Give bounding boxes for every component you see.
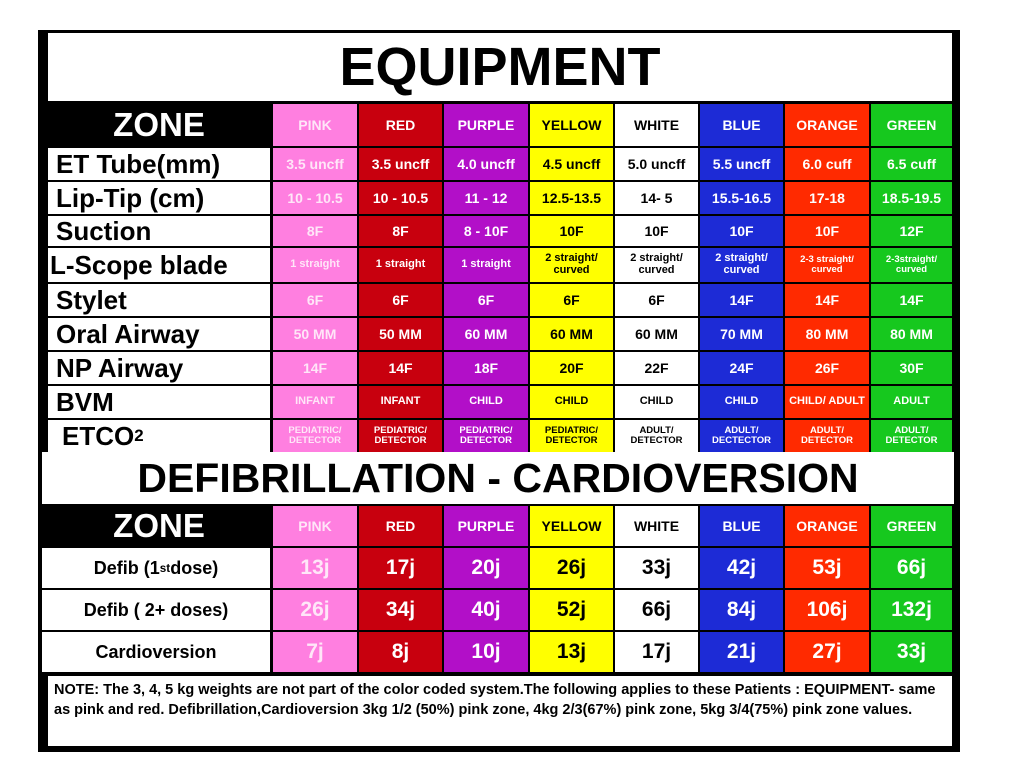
equipment-cell: 70 MM xyxy=(700,318,783,350)
equipment-cell: 6.5 cuff xyxy=(871,148,952,180)
equipment-cell: 20F xyxy=(530,352,613,384)
defib-cell: 26j xyxy=(530,548,613,588)
equipment-cell: 3.5 uncff xyxy=(359,148,442,180)
equipment-row-label: Lip-Tip (cm) xyxy=(48,182,270,214)
equipment-cell: 1 straight xyxy=(273,248,357,282)
equipment-cell: ADULT/ DECTECTOR xyxy=(700,420,783,452)
equipment-cell: INFANT xyxy=(359,386,442,418)
defib-cell: 33j xyxy=(615,548,698,588)
defib-zone-header: GREEN xyxy=(871,506,952,546)
defib-zone-header: BLUE xyxy=(700,506,783,546)
equipment-cell: PEDIATRIC/ DETECTOR xyxy=(273,420,357,452)
defib-zone-header: ORANGE xyxy=(785,506,869,546)
equipment-row-label: ET Tube(mm) xyxy=(48,148,270,180)
equipment-cell: 6F xyxy=(273,284,357,316)
equipment-zone-header: WHITE xyxy=(615,104,698,146)
equipment-cell: 10F xyxy=(530,216,613,246)
defib-zone-header: PURPLE xyxy=(444,506,528,546)
equipment-cell: 10F xyxy=(700,216,783,246)
equipment-cell: ADULT/ DETECTOR xyxy=(871,420,952,452)
equipment-cell: 10F xyxy=(615,216,698,246)
equipment-cell: ADULT xyxy=(871,386,952,418)
defib-cell: 53j xyxy=(785,548,869,588)
equipment-cell: 2-3straight/ curved xyxy=(871,248,952,282)
defib-cell: 84j xyxy=(700,590,783,630)
equipment-cell: 14F xyxy=(359,352,442,384)
defib-label-superscript: st xyxy=(159,561,171,575)
defib-cell: 34j xyxy=(359,590,442,630)
defib-cell: 8j xyxy=(359,632,442,672)
defib-label-part: dose) xyxy=(170,557,219,578)
equipment-zone-header: RED xyxy=(359,104,442,146)
equipment-cell: 15.5-16.5 xyxy=(700,182,783,214)
etco-subscript: 2 xyxy=(134,426,144,445)
equipment-cell: ADULT/ DETECTOR xyxy=(785,420,869,452)
equipment-title: EQUIPMENT xyxy=(48,33,952,101)
equipment-cell: 12.5-13.5 xyxy=(530,182,613,214)
defib-cell: 20j xyxy=(444,548,528,588)
defib-cell: 13j xyxy=(530,632,613,672)
equipment-cell: 18F xyxy=(444,352,528,384)
equipment-cell: ADULT/ DETECTOR xyxy=(615,420,698,452)
equipment-cell: 12F xyxy=(871,216,952,246)
equipment-cell: CHILD/ ADULT xyxy=(785,386,869,418)
equipment-cell: 60 MM xyxy=(444,318,528,350)
equipment-cell: 2 straight/ curved xyxy=(615,248,698,282)
defib-zone-label: ZONE xyxy=(113,507,205,544)
equipment-cell: 5.0 uncff xyxy=(615,148,698,180)
defib-cell: 7j xyxy=(273,632,357,672)
defib-cell: 17j xyxy=(615,632,698,672)
equipment-cell: PEDIATRIC/ DETECTOR xyxy=(530,420,613,452)
equipment-zone-header: PINK xyxy=(273,104,357,146)
equipment-cell: 22F xyxy=(615,352,698,384)
defib-title: DEFIBRILLATION - CARDIOVERSION xyxy=(42,452,954,504)
equipment-cell: 4.5 uncff xyxy=(530,148,613,180)
defib-cell: 52j xyxy=(530,590,613,630)
equipment-cell: 24F xyxy=(700,352,783,384)
defib-cell: 26j xyxy=(273,590,357,630)
equipment-cell: 6F xyxy=(359,284,442,316)
equipment-row-label: Oral Airway xyxy=(48,318,270,350)
equipment-cell: 30F xyxy=(871,352,952,384)
equipment-row-label: L-Scope blade xyxy=(48,248,270,282)
equipment-cell: 6.0 cuff xyxy=(785,148,869,180)
equipment-cell: INFANT xyxy=(273,386,357,418)
equipment-cell: 26F xyxy=(785,352,869,384)
equipment-cell: 8 - 10F xyxy=(444,216,528,246)
equipment-cell: 5.5 uncff xyxy=(700,148,783,180)
equipment-cell: 80 MM xyxy=(785,318,869,350)
equipment-cell: 2 straight/ curved xyxy=(700,248,783,282)
defib-row-label xyxy=(42,548,270,588)
equipment-cell: PEDIATRIC/ DETECTOR xyxy=(444,420,528,452)
equipment-zone-header: GREEN xyxy=(871,104,952,146)
equipment-row-label: Suction xyxy=(48,216,270,246)
equipment-cell: 18.5-19.5 xyxy=(871,182,952,214)
equipment-zone-header: YELLOW xyxy=(530,104,613,146)
equipment-zone-header: ORANGE xyxy=(785,104,869,146)
defib-label-part: Defib (1 xyxy=(93,557,160,578)
defib-row-label: Cardioversion xyxy=(42,632,270,672)
equipment-cell: 11 - 12 xyxy=(444,182,528,214)
equipment-cell: 80 MM xyxy=(871,318,952,350)
equipment-cell: 14F xyxy=(871,284,952,316)
defib-cell: 66j xyxy=(871,548,952,588)
etco-label-text: ETCO xyxy=(62,420,135,451)
equipment-zone-header: BLUE xyxy=(700,104,783,146)
equipment-cell: 50 MM xyxy=(273,318,357,350)
defib-cell: 10j xyxy=(444,632,528,672)
defib-cell: 40j xyxy=(444,590,528,630)
equipment-cell: 8F xyxy=(359,216,442,246)
defib-cell: 13j xyxy=(273,548,357,588)
equipment-cell: CHILD xyxy=(615,386,698,418)
equipment-cell: 3.5 uncff xyxy=(273,148,357,180)
equipment-cell: CHILD xyxy=(444,386,528,418)
equipment-zone-header: PURPLE xyxy=(444,104,528,146)
equipment-cell: 4.0 uncff xyxy=(444,148,528,180)
equipment-row-label: BVM xyxy=(48,386,270,418)
defib-row-label: Defib ( 2+ doses) xyxy=(42,590,270,630)
equipment-cell: 50 MM xyxy=(359,318,442,350)
note-text: NOTE: The 3, 4, 5 kg weights are not part of the color coded system.The following applies to these Patients : EQUIPMENT- same as pink and red. Defibrillation,Cardioversion 3kg 1/2 (50%) pink zone, 4kg 2/3(67%) pink zone, 5kg 3/4(75%) pink zone values. xyxy=(48,676,952,746)
defib-zone-header: WHITE xyxy=(615,506,698,546)
equipment-cell: 17-18 xyxy=(785,182,869,214)
equipment-cell: 14F xyxy=(700,284,783,316)
equipment-cell: 14F xyxy=(273,352,357,384)
defib-cell: 42j xyxy=(700,548,783,588)
equipment-cell: 14- 5 xyxy=(615,182,698,214)
equipment-zone-label: ZONE xyxy=(113,106,205,143)
defib-cell: 33j xyxy=(871,632,952,672)
defib-cell: 21j xyxy=(700,632,783,672)
equipment-cell: CHILD xyxy=(700,386,783,418)
defib-zone-header: YELLOW xyxy=(530,506,613,546)
equipment-cell: 14F xyxy=(785,284,869,316)
equipment-cell: PEDIATRIC/ DETECTOR xyxy=(359,420,442,452)
equipment-cell: CHILD xyxy=(530,386,613,418)
defib-zone-header: RED xyxy=(359,506,442,546)
equipment-cell: 6F xyxy=(530,284,613,316)
equipment-cell: 10 - 10.5 xyxy=(359,182,442,214)
defib-zone-header: PINK xyxy=(273,506,357,546)
defib-cell: 132j xyxy=(871,590,952,630)
equipment-cell: 1 straight xyxy=(444,248,528,282)
equipment-cell: 10F xyxy=(785,216,869,246)
equipment-cell: 2-3 straight/ curved xyxy=(785,248,869,282)
equipment-cell: 60 MM xyxy=(615,318,698,350)
equipment-cell: 1 straight xyxy=(359,248,442,282)
equipment-row-label xyxy=(48,420,270,452)
equipment-row-label: Stylet xyxy=(48,284,270,316)
equipment-cell: 8F xyxy=(273,216,357,246)
defib-cell: 27j xyxy=(785,632,869,672)
defib-cell: 17j xyxy=(359,548,442,588)
defib-cell: 106j xyxy=(785,590,869,630)
defib-cell: 66j xyxy=(615,590,698,630)
equipment-cell: 60 MM xyxy=(530,318,613,350)
equipment-cell: 6F xyxy=(444,284,528,316)
equipment-cell: 6F xyxy=(615,284,698,316)
equipment-row-label: NP Airway xyxy=(48,352,270,384)
equipment-cell: 10 - 10.5 xyxy=(273,182,357,214)
equipment-cell: 2 straight/ curved xyxy=(530,248,613,282)
